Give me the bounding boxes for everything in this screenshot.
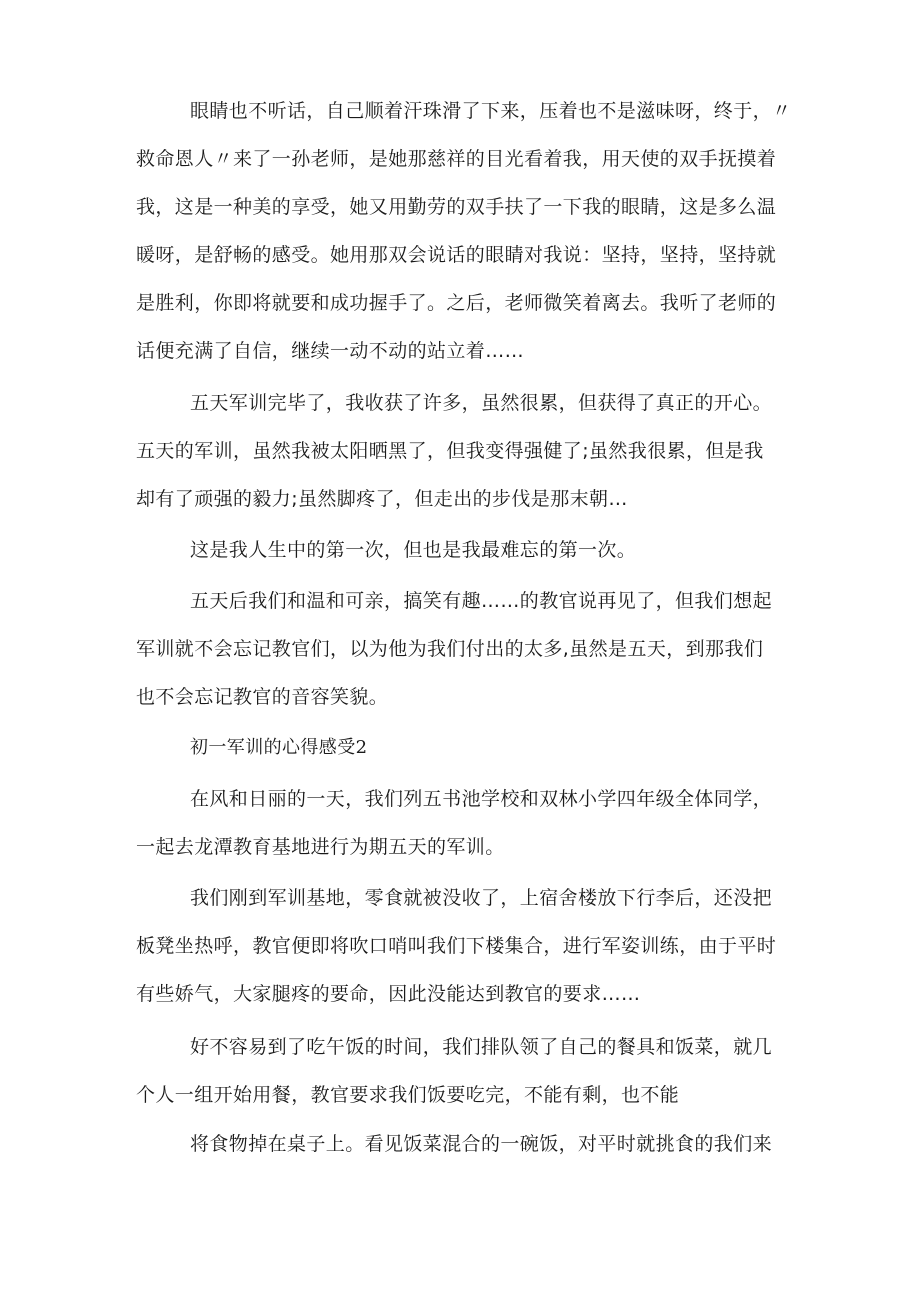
paragraph-line: 这是我人生中的第一次，但也是我最难忘的第一次。 <box>190 539 637 561</box>
paragraph-line: 一起去龙潭教育基地进行为期五天的军训。 <box>136 836 505 858</box>
paragraph-line: 将食物掉在桌子上。看见饭菜混合的一碗饭，对平时就挑食的我们来 <box>190 1133 773 1155</box>
paragraph-line: 板凳坐热呼，教官便即将吹口哨叫我们下楼集合，进行军姿训练，由于平时 <box>136 935 777 957</box>
paragraph-line: 个人一组开始用餐，教官要求我们饭要吃完，不能有剩，也不能 <box>136 1084 680 1106</box>
paragraph-line: 五天的军训，虽然我被太阳晒黑了，但我变得强健了;虽然我很累，但是我 <box>136 440 764 462</box>
paragraph-line: 我们刚到军训基地，零食就被没收了，上宿舍楼放下行李后，还没把 <box>190 887 773 909</box>
paragraph-line: 却有了顽强的毅力;虽然脚疼了，但走出的步伐是那末朝… <box>136 488 628 510</box>
paragraph-line: 也不会忘记教官的音容笑貌。 <box>136 686 389 708</box>
paragraph-line: 好不容易到了吃午饭的时间，我们排队领了自己的餐具和饭菜，就几 <box>190 1036 773 1058</box>
paragraph-line: 我，这是一种美的享受，她又用勤劳的双手扶了一下我的眼睛，这是多么温 <box>136 196 777 218</box>
paragraph-line: 眼睛也不听话，自己顺着汗珠滑了下来，压着也不是滋味呀，终于，〃 <box>190 100 792 122</box>
paragraph-line: 五天后我们和温和可亲，搞笑有趣……的教官说再见了，但我们想起 <box>190 590 773 612</box>
paragraph-line: 五天军训完毕了，我收获了许多，虽然很累，但获得了真正的开心。 <box>190 392 773 414</box>
paragraph-line: 军训就不会忘记教官们，以为他为我们付出的太多,虽然是五天，到那我们 <box>136 638 764 660</box>
paragraph-line: 暖呀，是舒畅的感受。她用那双会说话的眼睛对我说：坚持，坚持，坚持就 <box>136 244 777 266</box>
section-heading: 初一军训的心得感受2 <box>190 737 368 758</box>
paragraph-line: 在风和日丽的一天，我们列五书池学校和双林小学四年级全体同学， <box>190 788 773 810</box>
paragraph-line: 话便充满了自信，继续一动不动的站立着…… <box>136 340 525 362</box>
paragraph-line: 有些娇气，大家腿疼的要命，因此没能达到教官的要求…… <box>136 983 641 1005</box>
paragraph-line: 是胜利，你即将就要和成功握手了。之后，老师微笑着离去。我听了老师的 <box>136 292 777 314</box>
paragraph-line: 救命恩人〃来了一孙老师，是她那慈祥的目光看着我，用天使的双手抚摸着 <box>136 148 777 170</box>
